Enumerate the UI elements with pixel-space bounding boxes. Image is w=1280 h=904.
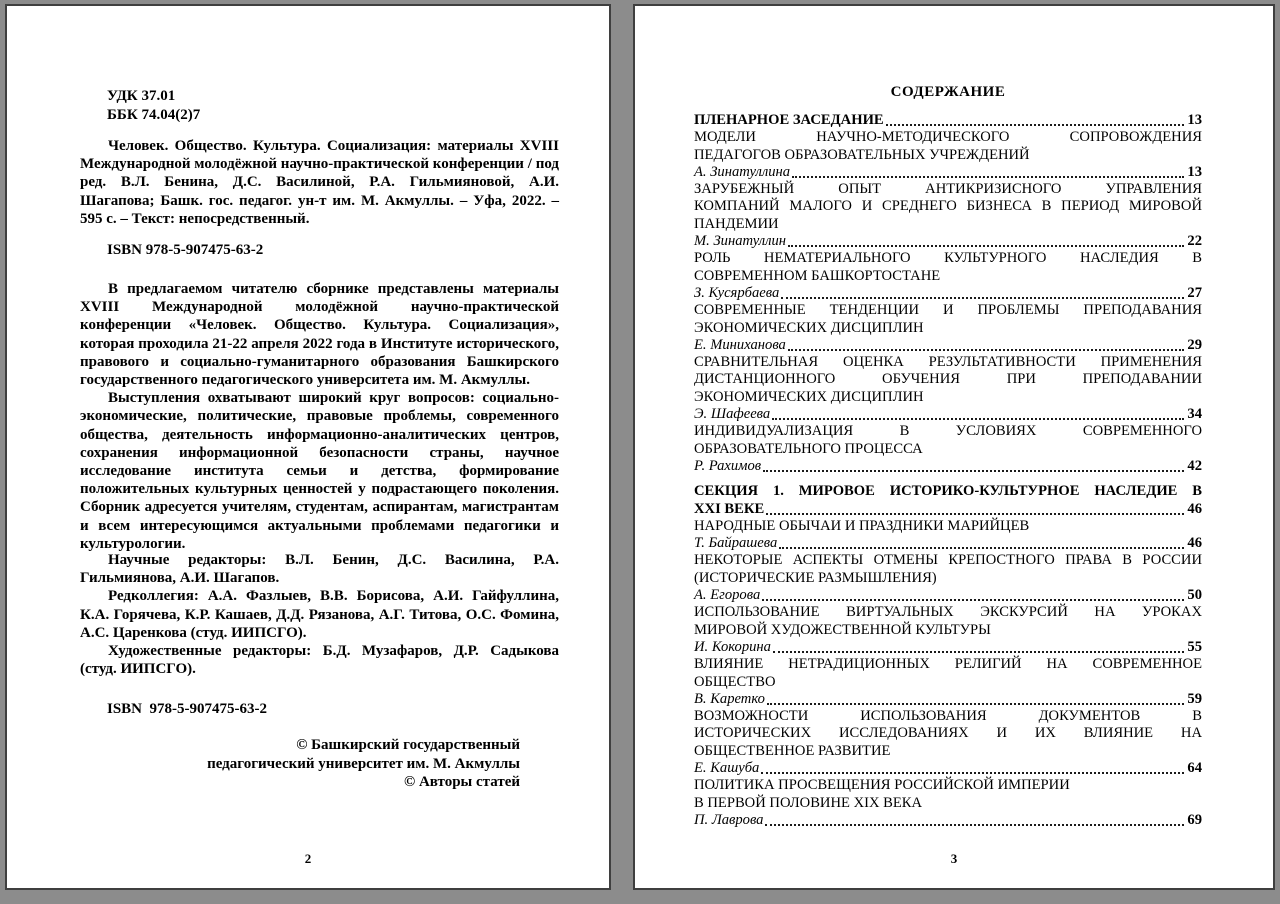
toc-leader-dots [781,297,1184,299]
classification-block [107,87,200,124]
toc-entry-title-line: РОЛЬ НЕМАТЕРИАЛЬНОГО КУЛЬТУРНОГО НАСЛЕДИЯ В [694,250,1202,267]
toc-entry [694,250,1202,302]
toc-entry-title-line: ОБЩЕСТВО [694,673,776,690]
toc-leader-dots [772,418,1184,420]
toc-entry-title-line: ОБЩЕСТВЕННОЕ РАЗВИТИЕ [694,742,891,759]
copyright-line: педагогический университет им. М. Акмуллы [207,755,520,772]
toc-entry-title-line: КОМПАНИЙ МАЛОГО И СРЕДНЕГО БИЗНЕСА В ПЕРИОД МИРОВОЙ [694,198,1202,215]
toc-entry-title-line: ЗАРУБЕЖНЫЙ ОПЫТ АНТИКРИЗИСНОГО УПРАВЛЕНИЯ [694,181,1202,198]
toc-author-name: И. Кокорина [694,638,771,655]
toc-author-row [694,164,1202,181]
toc-entries [694,112,1202,829]
toc-entry [694,181,1202,250]
toc-author-name: Э. Шафеева [694,406,771,423]
toc-entry [694,483,1202,518]
toc-heading-text: ПЛЕНАРНОЕ ЗАСЕДАНИЕ [694,112,884,128]
toc-entry-title-line: ИСТОРИЧЕСКИХ ИССЛЕДОВАНИЯХ И ИХ ВЛИЯНИЕ НА [694,725,1202,742]
toc-entry-title-line: ЭКОНОМИЧЕСКИХ ДИСЦИПЛИН [694,319,924,336]
toc-leader-dots [767,703,1185,705]
toc-page-number: 50 [1187,587,1202,604]
toc-author-row [694,691,1202,708]
toc-author-name: Р. Рахимов [694,457,762,474]
toc-author-name: Е. Миниханова [694,336,786,353]
toc-entry [694,112,1202,129]
toc-title: СОДЕРЖАНИЕ [890,84,1006,100]
toc-entry [694,129,1202,181]
toc-author-row [694,233,1202,250]
copyright-block [80,736,520,792]
toc-entry [694,423,1202,475]
toc-entry [694,656,1202,708]
toc-entry-title-line: ПЕДАГОГОВ ОБРАЗОВАТЕЛЬНЫХ УЧРЕЖДЕНИЙ [694,146,1030,163]
toc-entry-title-line: ВОЗМОЖНОСТИ ИСПОЛЬЗОВАНИЯ ДОКУМЕНТОВ В [694,708,1202,725]
toc-leader-dots [761,772,1184,774]
toc-author-name: Е. Кашуба [694,759,760,776]
toc-entry-title-line: СОВРЕМЕННЫЕ ТЕНДЕНЦИИ И ПРОБЛЕМЫ ПРЕПОДАВАНИЯ [694,302,1202,319]
toc-entry-title-line: МОДЕЛИ НАУЧНО-МЕТОДИЧЕСКОГО СОПРОВОЖДЕНИЯ [694,129,1202,146]
page-number-left: 2 [304,851,312,866]
toc-author-name: М. Зинатуллин [694,233,787,250]
toc-entry [694,604,1202,656]
toc-entry-title-line: (ИСТОРИЧЕСКИЕ РАЗМЫШЛЕНИЯ) [694,569,937,586]
toc-entry [694,354,1202,423]
isbn-top: ISBN 978-5-907475-63-2 [107,242,264,258]
toc-entry-title-line: ОБРАЗОВАТЕЛЬНОГО ПРОЦЕССА [694,440,923,457]
editorial-board: Редколлегия: А.А. Фазлыев, В.В. Борисова, А.И. Гайфуллина, К.А. Горячева, К.Р. Кашаев, Д.Д. Рязанова, А.Г. Титова, О.С. Фомина, А.С. Царенкова (студ. ИИПСГО). [80,588,559,641]
art-editors: Художественные редакторы: Б.Д. Музафаров, Д.Р. Садыкова (студ. ИИПСГО). [80,643,559,678]
toc-author-row [694,812,1202,829]
toc-page-number: 13 [1187,112,1202,128]
toc-page-number: 13 [1187,163,1202,180]
toc-author-row [694,639,1202,656]
copyright-line: © Авторы статей [404,774,520,790]
toc-author-name: П. Лаврова [694,811,764,828]
toc-author-row [694,535,1202,552]
document-page-2 [5,4,611,890]
toc-author-name: Т. Байрашева [694,535,778,552]
toc-entry-title-line: МИРОВОЙ ХУДОЖЕСТВЕННОЙ КУЛЬТУРЫ [694,621,991,638]
toc-entry-title-line: ИНДИВИДУАЛИЗАЦИЯ В УСЛОВИЯХ СОВРЕМЕННОГО [694,423,1202,440]
toc-page-number: 64 [1187,759,1202,776]
annotation-block [80,280,559,553]
toc-entry-title-line: НЕКОТОРЫЕ АСПЕКТЫ ОТМЕНЫ КРЕПОСТНОГО ПРАВА В РОССИИ [694,552,1202,569]
toc-entry [694,777,1202,829]
toc-page-number: 22 [1187,233,1202,250]
toc-author-row [694,285,1202,302]
toc-entry-title-line: ДИСТАНЦИОННОГО ОБУЧЕНИЯ ПРИ ПРЕПОДАВАНИИ [694,371,1202,388]
document-page-3 [633,4,1275,890]
toc-entry-title-line: ВЛИЯНИЕ НЕТРАДИЦИОННЫХ РЕЛИГИЙ НА СОВРЕМЕННОЕ [694,656,1202,673]
toc-leader-dots [765,824,1184,826]
toc-page-number: 42 [1187,457,1202,474]
toc-entry [694,518,1202,553]
toc-leader-dots [763,470,1184,472]
toc-page-number: 59 [1187,690,1202,707]
isbn-bottom: ISBN 978-5-907475-63-2 [107,701,267,717]
page-number-right: 3 [950,851,958,866]
toc-leader-dots [779,547,1184,549]
toc-leader-dots [788,245,1184,247]
toc-leader-dots [773,651,1184,653]
toc-entry-title-line: СОВРЕМЕННОМ БАШКОРТОСТАНЕ [694,267,941,284]
annotation-paragraph-2: Выступления охватывают широкий круг вопросов: социально-экономические, политические, правовые проблемы, современного общества, деятельность информационно-аналитических центров, сохранения информационной безопасности страны, научное исследование института семьи и детства, формирование положительных культурных ценностей у подрастающего поколения. Сборник адресуется учителям, студентам, аспирантам, магистрантам и всем интересующимся актуальными проблемами педагогики и культурологии. [80,390,559,552]
toc-heading-text: XXI ВЕКЕ [694,500,765,517]
toc-author-row [694,337,1202,354]
toc-entry-title-line: НАРОДНЫЕ ОБЫЧАИ И ПРАЗДНИКИ МАРИЙЦЕВ [694,517,1030,534]
toc-page-number: 29 [1187,336,1202,353]
toc-leader-dots [886,124,1185,126]
toc-author-row [694,458,1202,475]
toc-page-number: 34 [1187,406,1202,423]
copyright-line: © Башкирский государственный [296,737,520,753]
udk-code: УДК 37.01 [107,88,176,104]
toc-page-number: 27 [1187,284,1202,301]
bbk-code: ББК 74.04(2)7 [107,106,201,123]
toc-author-row [694,587,1202,604]
toc-heading-row [694,501,1202,518]
toc-entry-title-line: СЕКЦИЯ 1. МИРОВОЕ ИСТОРИКО-КУЛЬТУРНОЕ НАСЛЕДИЕ В [694,483,1202,500]
toc-heading-row [694,112,1202,129]
annotation-paragraph-1: В предлагаемом читателю сборнике представлены материалы XVIII Международной молодёжной научно-практической конференции «Человек. Общество. Культура. Социализация», которая проходила 21-22 апреля 2022 года в Институте исторического, правового и социально-гуманитарного образования Башкирского государственного педагогического университета им. М. Акмуллы. [80,281,559,389]
toc-author-name: А. Зинатуллина [694,163,791,180]
toc-leader-dots [762,599,1184,601]
toc-entry-title-line: ЭКОНОМИЧЕСКИХ ДИСЦИПЛИН [694,388,924,405]
toc-leader-dots [792,176,1184,178]
toc-entry [694,302,1202,354]
toc-entry-title-line: ИСПОЛЬЗОВАНИЕ ВИРТУАЛЬНЫХ ЭКСКУРСИЙ НА УРОКАХ [694,604,1202,621]
toc-entry-title-line: В ПЕРВОЙ ПОЛОВИНЕ XIX ВЕКА [694,794,923,811]
toc-entry-title-line: СРАВНИТЕЛЬНАЯ ОЦЕНКА РЕЗУЛЬТАТИВНОСТИ ПРИМЕНЕНИЯ [694,354,1202,371]
toc-page-number: 55 [1187,638,1202,655]
toc-entry-title-line: ПОЛИТИКА ПРОСВЕЩЕНИЯ РОССИЙСКОЙ ИМПЕРИИ [694,777,1070,794]
toc-leader-dots [766,513,1184,515]
toc-page-number: 46 [1187,535,1202,552]
toc-leader-dots [788,349,1185,351]
toc-author-name: В. Каретко [694,690,765,707]
toc-page-number: 69 [1187,811,1202,828]
toc-author-row [694,760,1202,777]
toc-entry [694,552,1202,604]
scientific-editors: Научные редакторы: В.Л. Бенин, Д.С. Василина, Р.А. Гильмиянова, А.И. Шагапов. [80,552,559,587]
toc-entry-title-line: ПАНДЕМИИ [694,215,779,232]
toc-author-row [694,406,1202,423]
bibliographic-record: Человек. Общество. Культура. Социализация: материалы XVIII Международной молодёжной научно-практической конференции / под ред. В.Л. Бенина, Д.С. Василиной, Р.А. Гильмияновой, А.И. Шагапова; Башк. гос. педагог. ун-т им. М. Акмуллы. – Уфа, 2022. – 595 с. – Текст: непосредственный. [80,138,559,227]
editors-block [80,551,559,678]
toc-page-number: 46 [1187,500,1202,517]
toc-author-name: З. Кусярбаева [694,284,780,301]
toc-entry [694,708,1202,777]
toc-author-name: А. Егорова [694,587,761,604]
